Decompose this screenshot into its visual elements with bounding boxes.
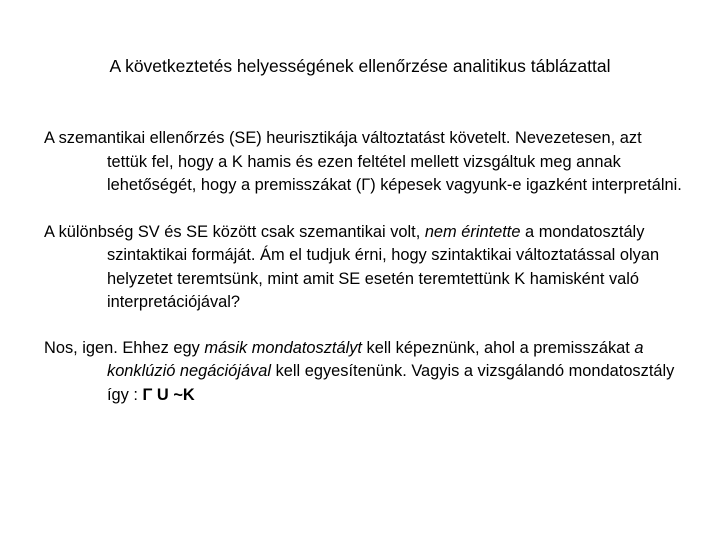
paragraph-3-before: Nos, igen. Ehhez egy <box>44 338 205 357</box>
slide-body <box>44 127 684 430</box>
paragraph-3-emphasis-2: a konklúzió negációjával <box>107 338 644 380</box>
slide-title: A következtetés helyességének ellenőrzése analitikus táblázattal <box>109 56 611 76</box>
paragraph-3-after: kell egyesítenünk. Vagyis a vizsgálandó mondatosztály így : <box>107 362 675 404</box>
paragraph-2 <box>44 221 684 315</box>
paragraph-3 <box>44 337 684 408</box>
paragraph-2-emphasis: nem érintette <box>424 222 521 241</box>
paragraph-1 <box>44 127 684 198</box>
paragraph-2-before: A különbség SV és SE között csak szemantikai volt, <box>44 222 425 241</box>
paragraph-3-emphasis-1: másik mondatosztályt <box>204 338 362 357</box>
paragraph-2-after: a mondatosztály szintaktikai formáját. Ám el tudjuk érni, hogy szintaktikai változtatással olyan helyzetet teremtsünk, mint amit SE esetén teremtettünk K hamisként való interpretációjával? <box>107 222 660 311</box>
paragraph-3-middle: kell képeznünk, ahol a premisszákat <box>361 338 635 357</box>
paragraph-1-text: A szemantikai ellenőrzés (SE) heurisztikája változtatást követelt. Nevezetesen, azt tettük fel, hogy a K hamis és ezen feltétel mellett vizsgáltuk meg annak lehetőségét, hogy a premisszákat (Γ) képesek vagyunk-e igazként interpretálni. <box>44 129 682 194</box>
paragraph-3-formula: Γ U ~K <box>142 385 195 404</box>
